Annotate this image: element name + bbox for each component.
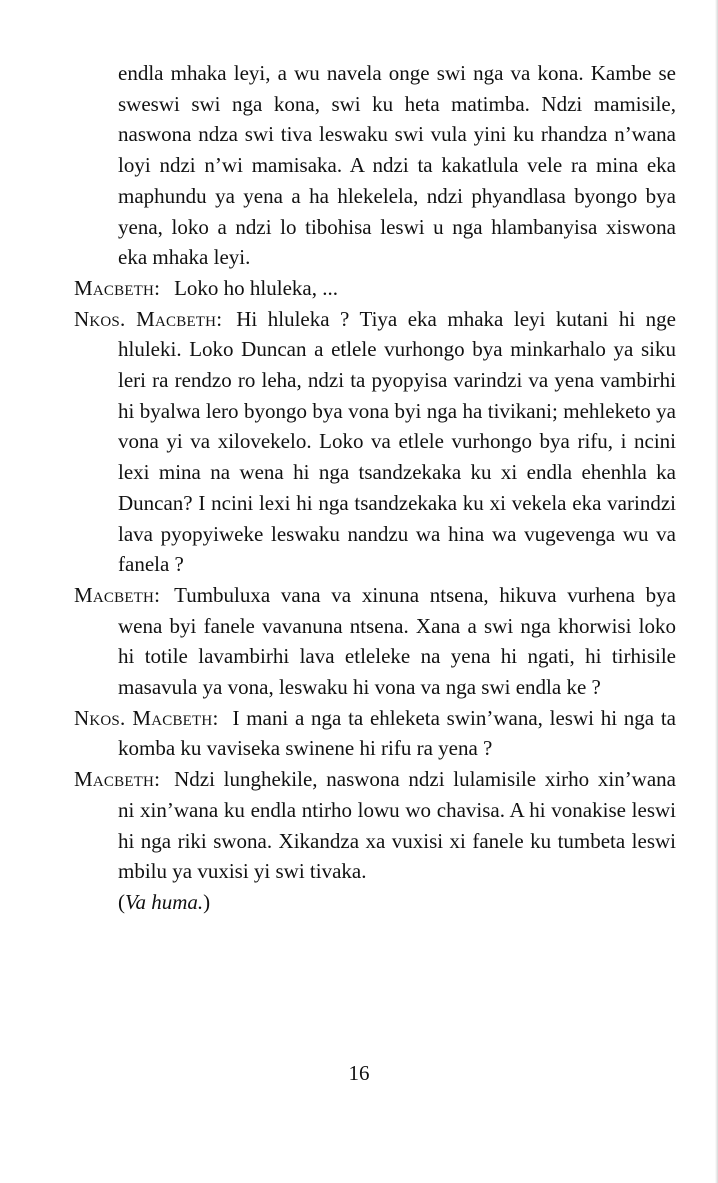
dialogue-line (74, 703, 676, 764)
speaker-name: Nkos. Macbeth: (74, 306, 223, 331)
dialogue-text: Ndzi lunghekile, naswona ndzi lulamisile xirho xin’wana ni xin’wana ku endla ntirho lowu wo chavisa. A hi vonakise leswi hi nga riki swona. Xikandza xa vuxisi xi fanele ku tumbeta leswi mbilu ya vuxisi yi swi tivaka. (118, 767, 676, 884)
speaker-name: Macbeth: (74, 275, 161, 300)
dialogue-text: I mani a nga ta ehleketa swin’wana, leswi hi nga ta komba ku vaviseka swinene hi rifu ra yena ? (118, 705, 677, 761)
speaker-name: Macbeth: (74, 767, 161, 792)
stage-direction (74, 887, 676, 918)
dialogue-line (74, 273, 676, 304)
dialogue-text: Hi hluleka ? Tiya eka mhaka leyi kutani hi nge hluleki. Loko Duncan a etlele vurhongo bya minkarhalo ya siku leri ra rendzo ro leha, ndzi ta pyopyisa varindzi va yena vambirhi hi byalwa lero byongo bya vona byi nga ha tivikani; mehleketo ya vona yi va xilovekelo. Loko va etlele vurhongo bya rifu, i ncini lexi mina na wena hi nga tsandzekaka ku xi endla ehenhla ka Duncan? I ncini lexi hi nga tsandzekaka ku xi vekela eka varindzi lava pyopyiweke leswaku nandzu wa hina wa vugevenga wu va fanela ? (118, 306, 676, 577)
opening-paragraph (74, 58, 676, 273)
speaker-name: Nkos. Macbeth: (74, 705, 219, 730)
dialogue-text: Loko ho hluleka, ... (174, 275, 338, 300)
opening-text: endla mhaka leyi, a wu navela onge swi nga va kona. Kambe se sweswi swi nga kona, swi ku heta matimba. Ndzi mamisile, naswona ndza swi tiva leswaku swi vula yini ku rhandza n’wana loyi ndzi n’wi mamisaka. A ndzi ta kakatlula vele ra mina eka maphundu ya yena a ha hlekelela, ndzi phyandlasa byongo bya yena, loko a ndzi lo tibohisa leswi u nga hlambanyisa xiswona eka mhaka leyi. (118, 61, 676, 270)
dialogue-line (74, 304, 676, 580)
stage-direction-text: (Va huma.) (118, 889, 211, 914)
page-number: 16 (348, 1061, 370, 1085)
dialogue-line (74, 580, 676, 703)
dialogue-line (74, 764, 676, 887)
dialogue-text: Tumbuluxa vana va xinuna ntsena, hikuva vurhena bya wena byi fanele vavanuna ntsena. Xana a swi nga khorwisi loko hi totile lavambirhi lava etleleke na yena hi ngati, hi tirhisile masavula ya vona, leswaku hi vona va nga swi endla ke ? (118, 582, 676, 700)
speaker-name: Macbeth: (74, 582, 161, 607)
body-text (74, 58, 676, 918)
